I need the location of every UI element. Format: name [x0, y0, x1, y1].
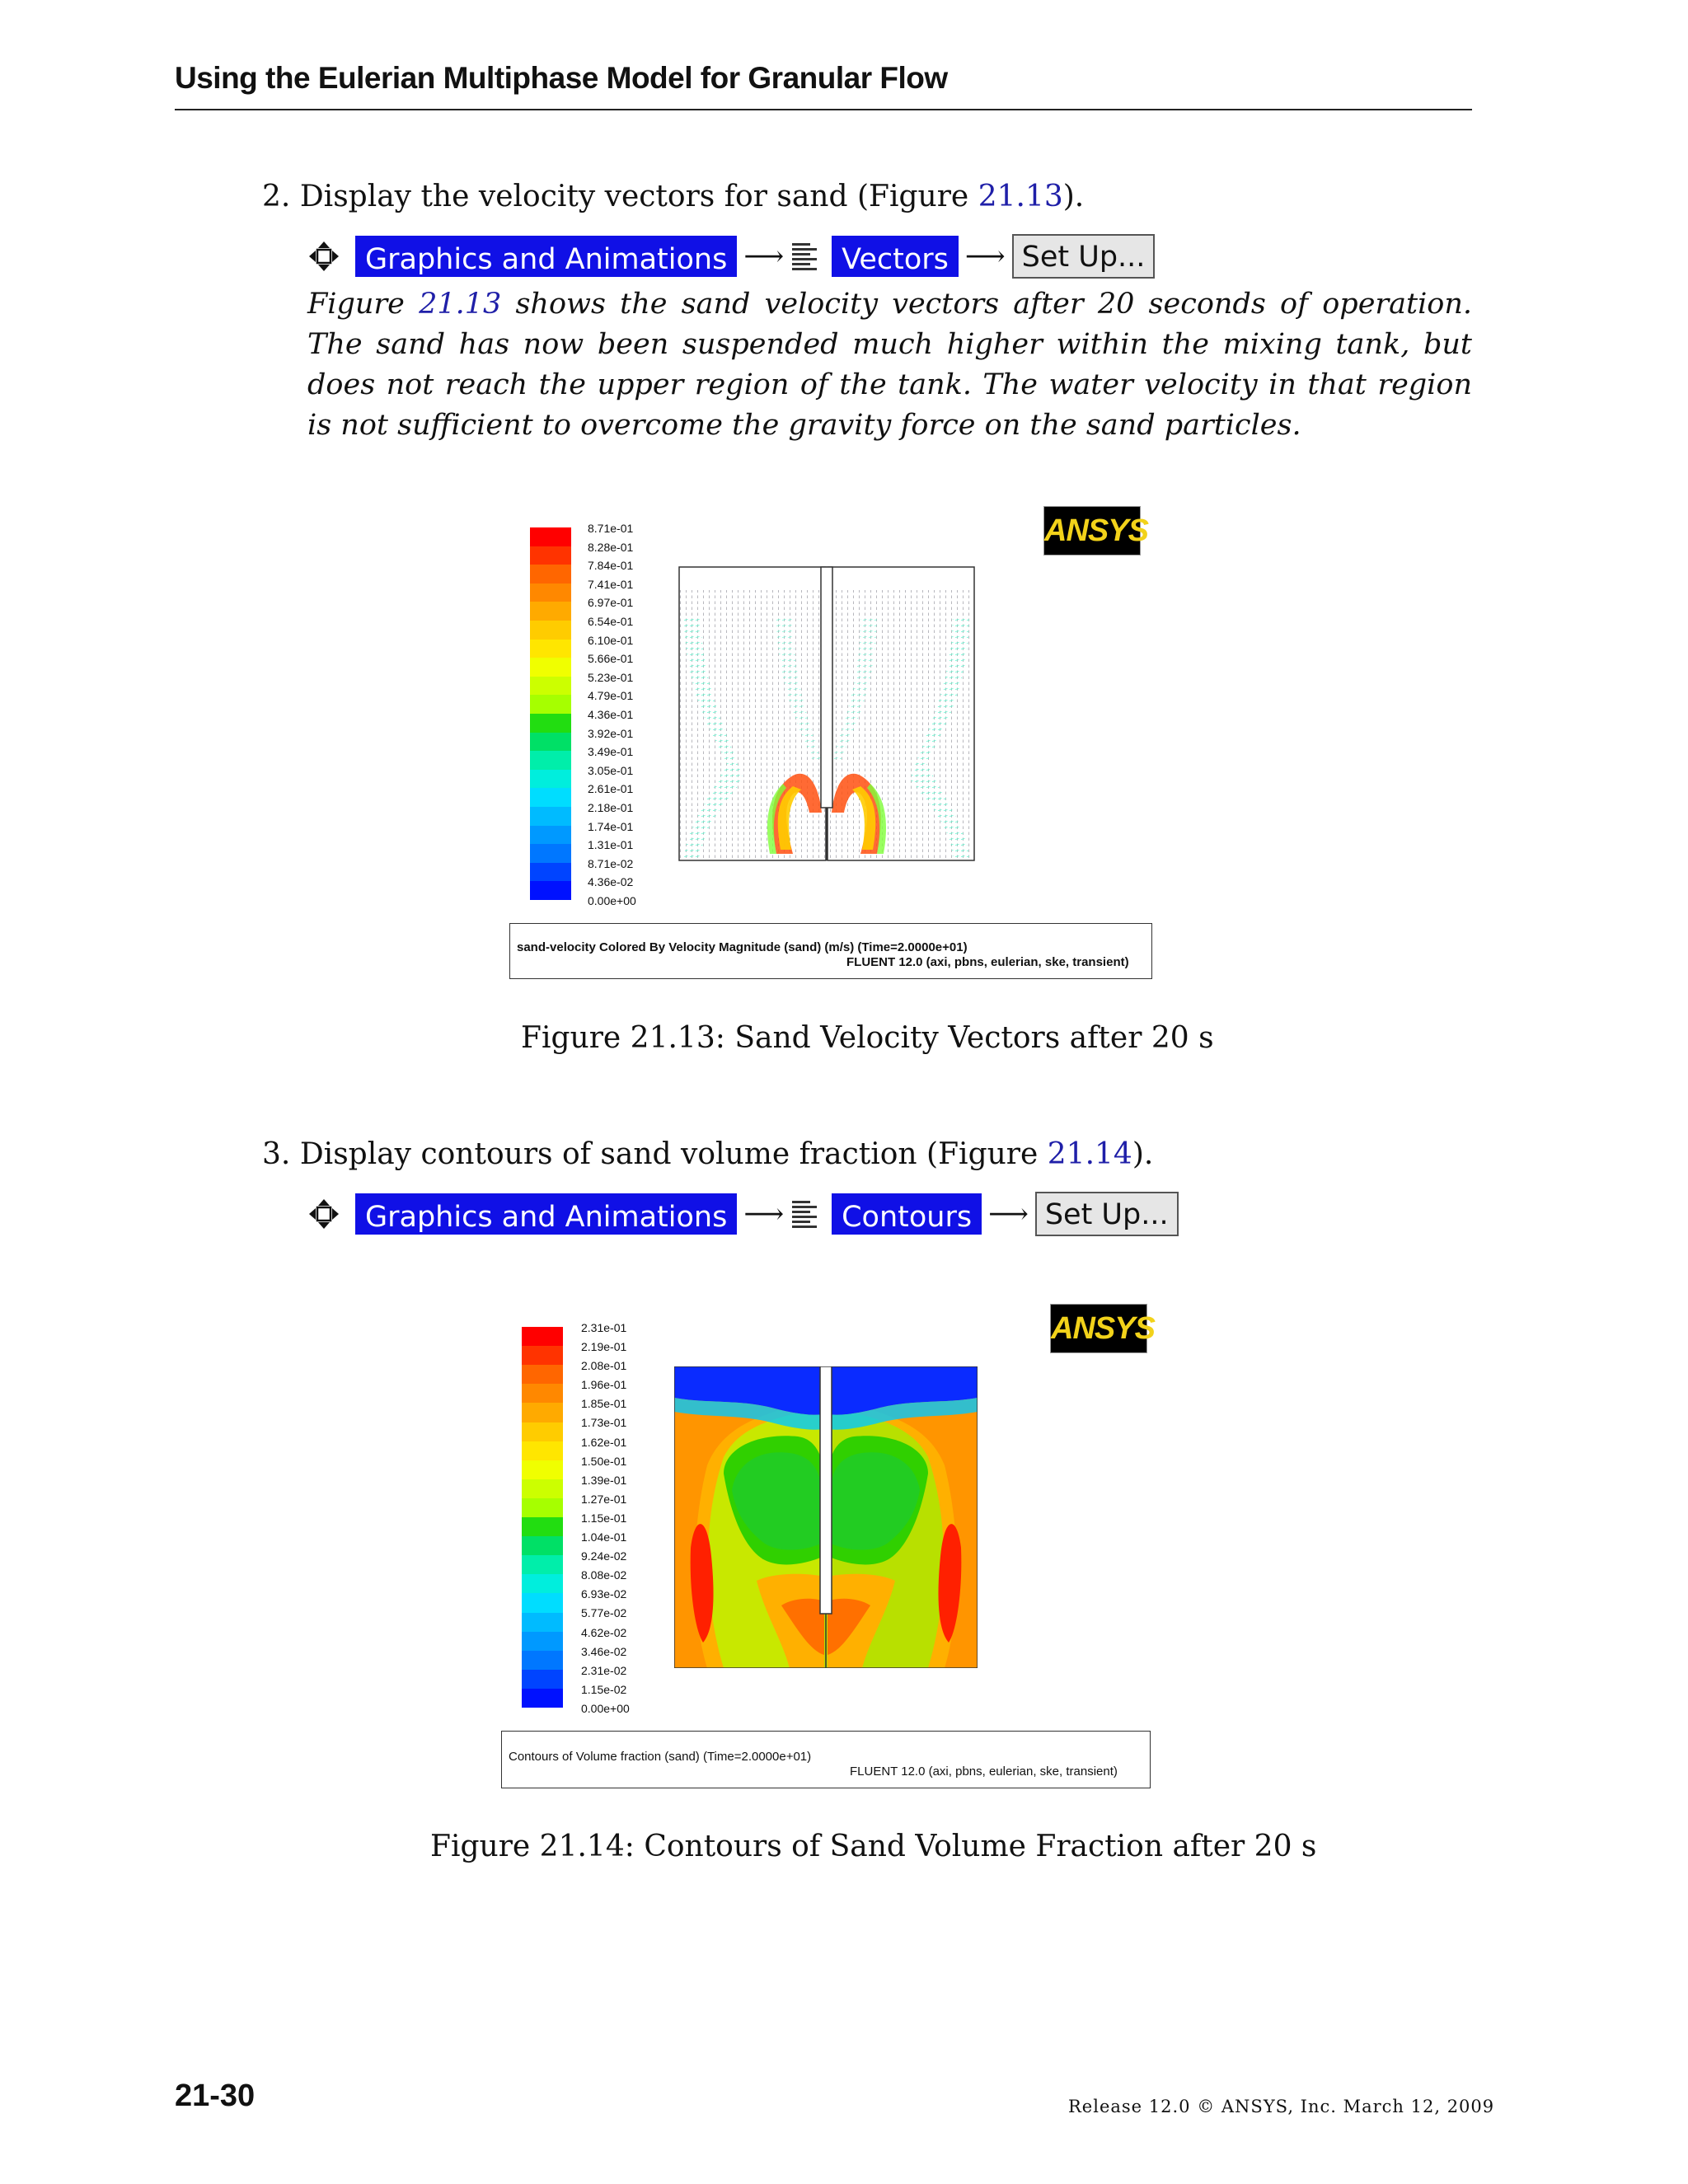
plot-info-box: [509, 923, 1152, 979]
set-up-button[interactable]: Set Up...: [1012, 234, 1156, 279]
colorbar-swatch: [530, 826, 571, 845]
step-2-number: 2.: [262, 180, 291, 213]
colorbar-swatch: [530, 770, 571, 789]
colorbar-label: 2.18e-01: [588, 800, 634, 814]
colorbar-label: 6.97e-01: [588, 596, 634, 610]
colorbar-label: 8.08e-02: [581, 1568, 627, 1582]
colorbar-swatch: [530, 565, 571, 583]
colorbar-swatch: [530, 807, 571, 826]
header-rule: [175, 109, 1472, 110]
colorbar-label: 1.27e-01: [581, 1492, 627, 1506]
colorbar-swatch: [522, 1651, 563, 1671]
colorbar-swatch: [530, 583, 571, 602]
volume-fraction-contour-plot: [674, 1366, 978, 1668]
step-3-figure-link[interactable]: 21.14: [1047, 1137, 1132, 1171]
set-up-button[interactable]: Set Up...: [1035, 1192, 1179, 1236]
colorbar-label: 2.19e-01: [581, 1340, 627, 1354]
colorbar-label: 5.66e-01: [588, 652, 634, 666]
colorbar-label: 1.73e-01: [581, 1416, 627, 1430]
colorbar-label: 1.15e-01: [581, 1511, 627, 1525]
colorbar-label: 2.31e-02: [581, 1663, 627, 1677]
move-icon: [307, 240, 340, 273]
nav-graphics-and-animations[interactable]: Graphics and Animations: [355, 1193, 737, 1235]
colorbar-swatch: [522, 1403, 563, 1422]
colorbar-swatch: [522, 1384, 563, 1404]
paragraph-fig-word: Figure: [307, 288, 420, 321]
colorbar-label: 3.46e-02: [581, 1644, 627, 1658]
list-icon: [790, 241, 818, 272]
plot-info-line-2: FLUENT 12.0 (axi, pbns, eulerian, ske, transient): [850, 1765, 1118, 1779]
colorbar-swatch: [522, 1613, 563, 1633]
colorbar-label: 1.62e-01: [581, 1435, 627, 1449]
paragraph-text: shows the sand velocity vectors after 20 seconds of operation. The sand has now been suspended much higher within the mixing tank, but does not reach the upper region of the tank. The water velocity in that region is not sufficient to overcome the gravity force on the sand particles.: [307, 288, 1472, 442]
colorbar-swatch: [530, 863, 571, 882]
figure-21-13: [509, 494, 1152, 981]
colorbar-label: 1.31e-01: [588, 838, 634, 852]
colorbar-swatch: [530, 527, 571, 546]
step-3-text: Display contours of sand volume fraction (Figure: [299, 1137, 1048, 1171]
ansys-logo: ANSYS: [1050, 1304, 1147, 1353]
step-2-text: Display the velocity vectors for sand (Figure: [299, 180, 978, 213]
colorbar-swatch: [522, 1574, 563, 1594]
colorbar: [530, 527, 571, 900]
list-icon: [790, 1198, 818, 1230]
colorbar-swatch: [522, 1498, 563, 1518]
colorbar-label: 1.96e-01: [581, 1378, 627, 1392]
colorbar-label: 6.93e-02: [581, 1587, 627, 1601]
move-icon: [307, 1197, 340, 1230]
step-2-text-end: ).: [1062, 180, 1085, 213]
velocity-vector-plot: [678, 565, 976, 862]
colorbar-swatch: [530, 751, 571, 770]
colorbar-label: 3.05e-01: [588, 763, 634, 777]
colorbar-label: 8.28e-01: [588, 540, 634, 554]
colorbar-label: 5.23e-01: [588, 670, 634, 684]
colorbar-label: 2.61e-01: [588, 782, 634, 796]
nav-path-vectors: [307, 232, 1155, 280]
colorbar-label: 1.74e-01: [588, 819, 634, 833]
colorbar-label: 0.00e+00: [581, 1701, 630, 1715]
colorbar-swatch: [522, 1365, 563, 1385]
colorbar-label: 2.08e-01: [581, 1359, 627, 1373]
page-number: 21-30: [175, 2079, 256, 2113]
colorbar-label: 9.24e-02: [581, 1549, 627, 1563]
plot-info-line-1: Contours of Volume fraction (sand) (Time=2.0000e+01): [509, 1750, 812, 1764]
step-3-number: 3.: [262, 1137, 291, 1171]
plot-info-line-1: sand-velocity Colored By Velocity Magnitude (sand) (m/s) (Time=2.0000e+01): [517, 940, 968, 954]
colorbar-swatch: [522, 1346, 563, 1366]
colorbar-label: 5.77e-02: [581, 1606, 627, 1620]
nav-arrow-icon: ⟶: [743, 240, 785, 273]
colorbar-label: 3.92e-01: [588, 726, 634, 740]
colorbar-swatch: [530, 788, 571, 807]
nav-arrow-icon: ⟶: [988, 1197, 1029, 1230]
colorbar-swatch: [530, 695, 571, 714]
step-2: [262, 180, 1084, 213]
colorbar-label: 0.00e+00: [588, 893, 636, 907]
colorbar-swatch: [530, 640, 571, 658]
step-2-figure-link[interactable]: 21.13: [978, 180, 1063, 213]
colorbar-swatch: [522, 1689, 563, 1708]
step-3: [262, 1137, 1153, 1171]
colorbar-swatch: [522, 1441, 563, 1461]
colorbar-legend: [581, 1319, 680, 1718]
colorbar-swatch: [530, 881, 571, 900]
colorbar-label: 4.36e-01: [588, 707, 634, 721]
colorbar-swatch: [522, 1670, 563, 1690]
colorbar-swatch: [530, 621, 571, 640]
colorbar-label: 4.62e-02: [581, 1625, 627, 1639]
nav-contours[interactable]: Contours: [832, 1193, 982, 1235]
colorbar-label: 7.84e-01: [588, 559, 634, 573]
nav-vectors[interactable]: Vectors: [832, 236, 959, 277]
figure-21-14: [501, 1294, 1155, 1788]
colorbar-legend: [588, 519, 687, 910]
colorbar-label: 6.10e-01: [588, 633, 634, 647]
running-header: Using the Eulerian Multiphase Model for Granular Flow: [175, 61, 948, 95]
colorbar-swatch: [522, 1479, 563, 1499]
nav-arrow-icon: ⟶: [964, 240, 1006, 273]
step-3-text-end: ).: [1132, 1137, 1154, 1171]
colorbar-swatch: [522, 1536, 563, 1556]
plot-info-line-2: FLUENT 12.0 (axi, pbns, eulerian, ske, transient): [846, 955, 1129, 969]
colorbar-swatch: [522, 1460, 563, 1480]
colorbar-label: 2.31e-01: [581, 1321, 627, 1334]
colorbar-label: 3.49e-01: [588, 745, 634, 759]
colorbar-swatch: [522, 1422, 563, 1442]
colorbar-swatch: [530, 844, 571, 863]
colorbar-swatch: [530, 714, 571, 733]
plot-info-box: [501, 1731, 1151, 1788]
colorbar-label: 1.15e-02: [581, 1682, 627, 1696]
colorbar-label: 1.50e-01: [581, 1454, 627, 1468]
colorbar-swatch: [522, 1517, 563, 1537]
colorbar-swatch: [530, 602, 571, 621]
nav-path-contours: [307, 1190, 1179, 1238]
colorbar-label: 4.79e-01: [588, 689, 634, 703]
nav-graphics-and-animations[interactable]: Graphics and Animations: [355, 236, 737, 277]
colorbar-label: 8.71e-01: [588, 522, 634, 535]
colorbar-swatch: [530, 546, 571, 565]
release-note: Release 12.0 © ANSYS, Inc. March 12, 2009: [1068, 2097, 1495, 2116]
colorbar-swatch: [522, 1593, 563, 1613]
colorbar-label: 1.04e-01: [581, 1530, 627, 1544]
figure-21-14-caption: Figure 21.14: Contours of Sand Volume Fraction after 20 s: [430, 1830, 1317, 1863]
description-paragraph: [307, 284, 1472, 446]
nav-arrow-icon: ⟶: [743, 1197, 785, 1230]
colorbar-label: 7.41e-01: [588, 577, 634, 591]
colorbar-label: 1.85e-01: [581, 1397, 627, 1411]
paragraph-figure-link[interactable]: 21.13: [419, 288, 502, 321]
colorbar-swatch: [530, 733, 571, 752]
colorbar-swatch: [522, 1327, 563, 1347]
ansys-logo: ANSYS: [1043, 506, 1141, 555]
colorbar-label: 6.54e-01: [588, 614, 634, 628]
colorbar-swatch: [530, 658, 571, 677]
colorbar-label: 1.39e-01: [581, 1473, 627, 1487]
colorbar-swatch: [522, 1555, 563, 1575]
colorbar-swatch: [522, 1632, 563, 1652]
colorbar-swatch: [530, 677, 571, 696]
figure-21-13-caption: Figure 21.13: Sand Velocity Vectors after 20 s: [521, 1021, 1214, 1055]
colorbar-label: 8.71e-02: [588, 856, 634, 870]
colorbar-label: 4.36e-02: [588, 875, 634, 889]
colorbar: [522, 1327, 563, 1708]
